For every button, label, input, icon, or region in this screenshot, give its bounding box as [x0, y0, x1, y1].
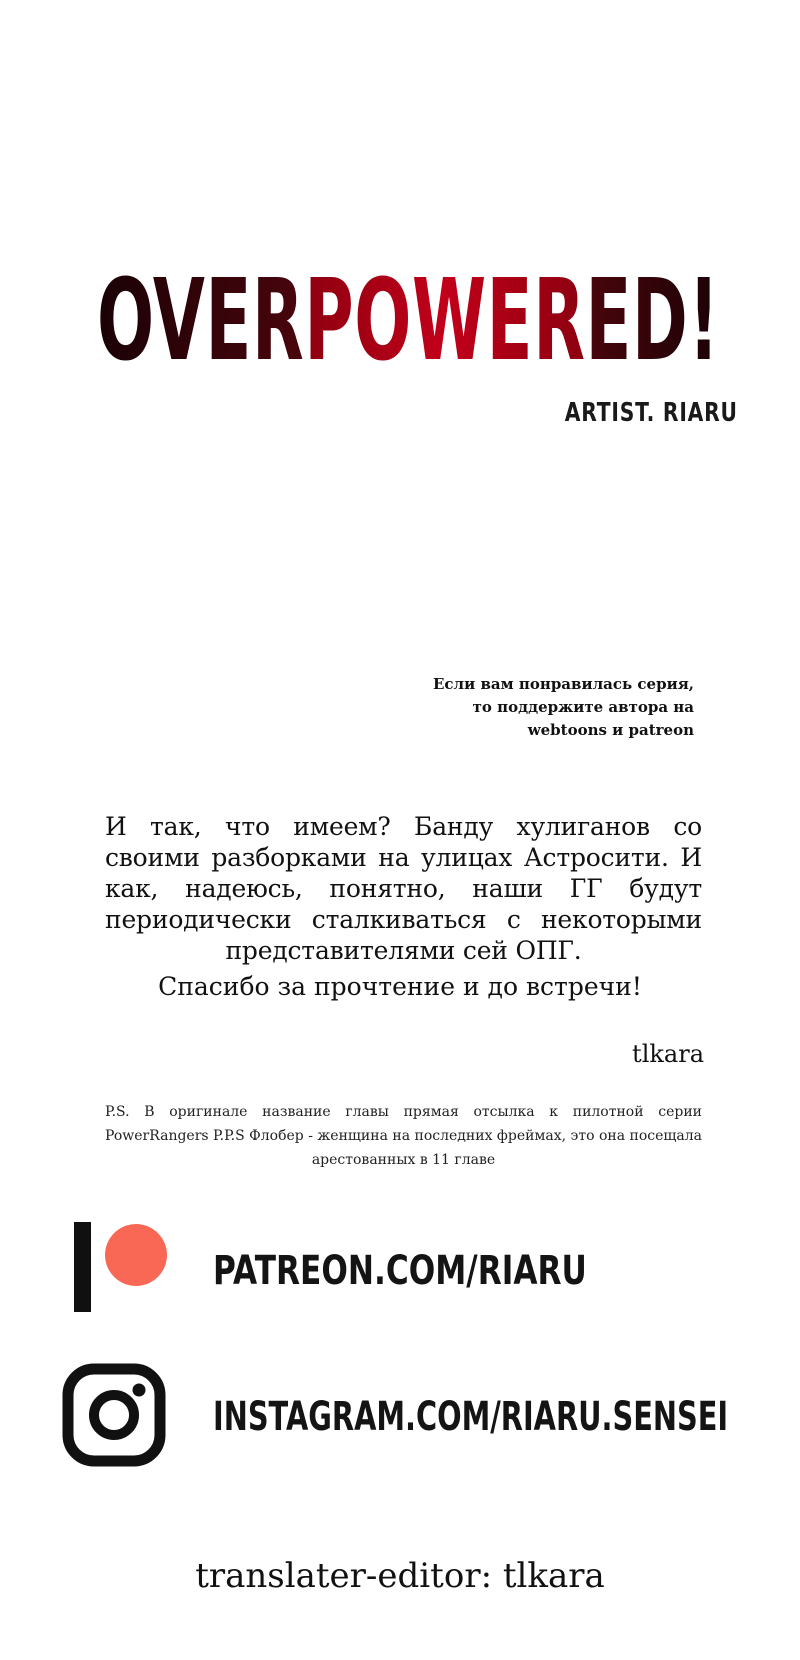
series-title-part-ed: ED! [585, 256, 720, 386]
series-title-part-power: POWER [304, 256, 586, 386]
translator-comment: И так, что имеем? Банду хулиганов со своими разборками на улицах Астросити. И как, надеюсь, понятно, наши ГГ будут периодически сталкиваться с некоторыми представителями сей ОПГ. [105, 812, 702, 965]
patreon-logo-icon [74, 1222, 158, 1312]
postscript-note: P.S. В оригинале название главы прямая отсылка к пилотной серии PowerRangers P.P.S Флобер - женщина на последних фреймах, это она посещала арестованных в 11 главе [105, 1104, 702, 1168]
patreon-link[interactable]: PATREON.COM/RIARU [213, 1248, 587, 1294]
series-title-part-over: OVER [97, 256, 305, 386]
translator-editor-credit: translater-editor: tlkara [195, 1556, 605, 1596]
support-note-line-2: то поддержите автора на [472, 698, 694, 716]
series-title [97, 256, 720, 386]
instagram-logo-icon [62, 1363, 166, 1467]
thanks-message: Спасибо за прочтение и до встречи! [158, 972, 642, 1001]
support-note-line-1: Если вам понравилась серия, [432, 675, 694, 693]
support-note-line-3: webtoons и patreon [527, 721, 694, 739]
instagram-link[interactable]: INSTAGRAM.COM/RIARU.SENSEI [213, 1394, 729, 1440]
translator-signature: tlkara [632, 1040, 704, 1068]
patreon-logo-circle [105, 1224, 167, 1286]
support-note [433, 673, 694, 742]
patreon-logo-bar [74, 1222, 91, 1312]
artist-credit: ARTIST. RIARU [565, 398, 738, 428]
